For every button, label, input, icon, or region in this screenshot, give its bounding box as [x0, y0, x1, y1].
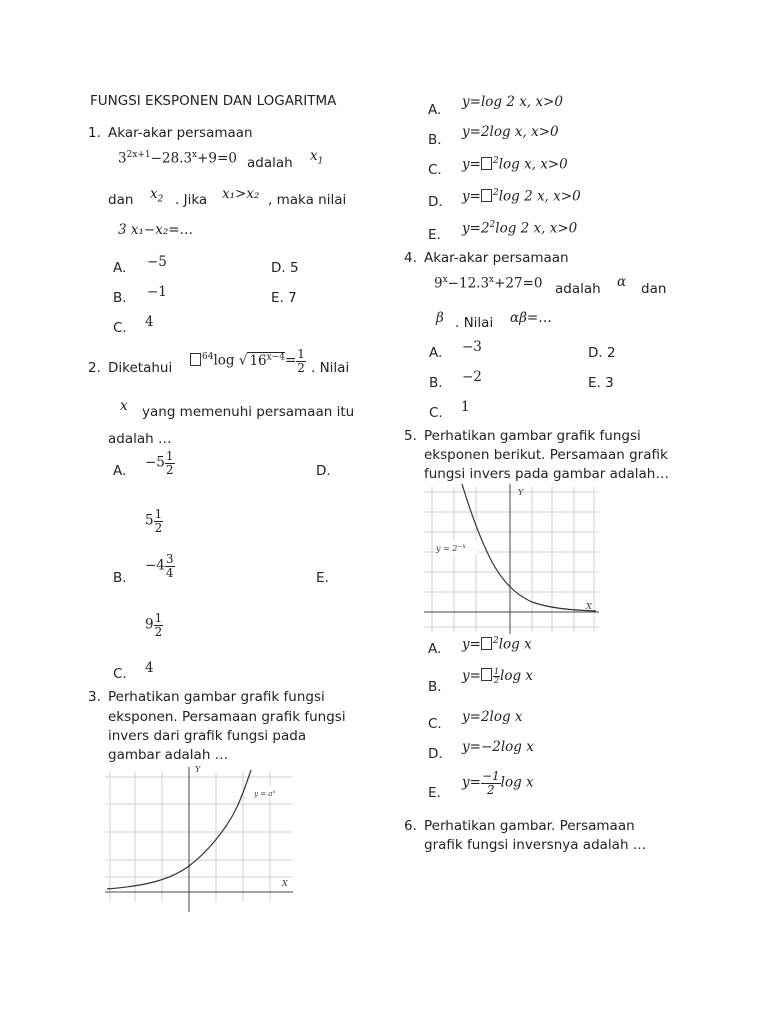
x-axis-label: X [282, 879, 288, 888]
equation: $9^x-12.3^x+27=0$ [434, 275, 543, 292]
option-label: B. [429, 375, 443, 391]
y-axis-label: Y [195, 765, 201, 774]
text-adalah: adalah [247, 155, 293, 171]
option-label: C. [113, 666, 127, 682]
option-value: y=2log x [462, 709, 523, 725]
question-number: 4. [404, 250, 417, 266]
page-title: FUNGSI EKSPONEN DAN LOGARITMA [90, 93, 337, 109]
x-axis-label: X [586, 602, 592, 611]
exponential-graph [424, 482, 599, 634]
option-label: D. [316, 463, 331, 479]
question-text-line: eksponen berikut. Persamaan grafik [424, 447, 668, 463]
graph-label: $y = 2^{-x}$ [436, 543, 466, 553]
option-value: 4 [145, 660, 154, 676]
option-value: −5 [147, 254, 167, 270]
question-text-line: Perhatikan gambar grafik fungsi [108, 689, 325, 705]
option-label: B. [113, 570, 127, 586]
text-nilai: . Nilai [311, 360, 350, 376]
question-text-line: adalah … [108, 431, 172, 447]
option-label: D. [428, 194, 443, 210]
equation: $^{64}$log √ $16^{x-4}=$ $\frac{1}{2}$ [190, 348, 306, 374]
text-maka: , maka nilai [268, 192, 347, 208]
option-value: −4 $\frac{3}{4}$ [145, 552, 174, 580]
option-label: D. [428, 746, 443, 762]
var-alpha: α [617, 274, 627, 290]
text-jika: . Jika [175, 192, 208, 208]
text-dan: dan [108, 192, 134, 208]
option-value: D. 2 [588, 345, 616, 361]
expression: 3 x₁−x₂=… [118, 222, 194, 238]
option-label: B. [428, 132, 442, 148]
var-x1: $x_1$ [310, 148, 324, 167]
condition: x₁>x₂ [222, 186, 260, 202]
option-value: y= $^2$log 2 x, x>0 [462, 188, 581, 205]
option-value: −5 $\frac{1}{2}$ [145, 449, 174, 477]
question-number: 5. [404, 428, 417, 444]
option-label: E. [316, 570, 329, 586]
option-label: C. [428, 716, 442, 732]
graph-label: $y = a^x$ [254, 789, 276, 798]
option-value: −3 [462, 339, 482, 355]
var-beta: β [436, 310, 444, 326]
question-text-line: fungsi invers pada gambar adalah… [424, 466, 669, 482]
option-value: y= $^2$log x, x>0 [462, 156, 568, 173]
expression: αβ=… [510, 310, 552, 326]
option-label: B. [113, 290, 127, 306]
option-value: E. 3 [588, 375, 614, 391]
option-label: A. [428, 102, 442, 118]
option-value: y= $\frac{1}{2}$ log x [462, 667, 534, 686]
question-text: Diketahui [108, 360, 173, 376]
option-value: −2 [462, 369, 482, 385]
option-value: y= $^2$log x [462, 636, 532, 653]
option-value: y= $\frac{-1}{2}$ log x [462, 769, 534, 797]
question-text-line: grafik fungsi inversnya adalah … [424, 837, 647, 853]
text-nilai: . Nilai [455, 315, 494, 331]
question-number: 2. [88, 360, 101, 376]
option-value: −1 [147, 284, 167, 300]
option-label: E. [428, 785, 441, 801]
text-adalah: adalah [555, 281, 601, 297]
question-text-line: invers dari grafik fungsi pada [108, 728, 307, 744]
option-label: A. [428, 641, 442, 657]
option-label: A. [429, 345, 443, 361]
option-value: 9 $\frac{1}{2}$ [145, 611, 163, 639]
option-value: y=2log x, x>0 [462, 124, 559, 140]
question-text-line: Perhatikan gambar. Persamaan [424, 818, 635, 834]
question-number: 1. [88, 125, 101, 141]
question-text-line: Perhatikan gambar grafik fungsi [424, 428, 641, 444]
option-value: y=−2log x [462, 739, 534, 755]
option-label: C. [113, 320, 127, 336]
option-value: $y=2^2\log$ 2 x, x>0 [462, 220, 578, 237]
question-text-line: eksponen. Persamaan grafik fungsi [108, 709, 346, 725]
option-label: A. [113, 463, 127, 479]
question-text-line: yang memenuhi persamaan itu [142, 404, 355, 420]
question-number: 6. [404, 818, 417, 834]
question-text: Akar-akar persamaan [424, 250, 569, 266]
equation: $3^{2x+1}-28.3^x+9=0$ [118, 150, 237, 167]
question-number: 3. [88, 689, 101, 705]
question-text: Akar-akar persamaan [108, 125, 253, 141]
option-label: B. [428, 679, 442, 695]
question-text-line: gambar adalah … [108, 747, 229, 763]
option-label: C. [428, 162, 442, 178]
exponential-graph [105, 762, 295, 912]
option-label: A. [113, 260, 127, 276]
var-x2: $x_2$ [150, 186, 164, 205]
text-dan: dan [641, 281, 667, 297]
option-value: 1 [461, 399, 470, 415]
option-value: E. 7 [271, 290, 297, 306]
option-value: D. 5 [271, 260, 299, 276]
option-value: y=log 2 x, x>0 [462, 94, 563, 110]
var-x: x [120, 398, 128, 414]
option-value: 5 $\frac{1}{2}$ [145, 507, 163, 535]
y-axis-label: Y [518, 488, 524, 497]
option-label: E. [428, 227, 441, 243]
option-label: C. [429, 405, 443, 421]
option-value: 4 [145, 314, 154, 330]
